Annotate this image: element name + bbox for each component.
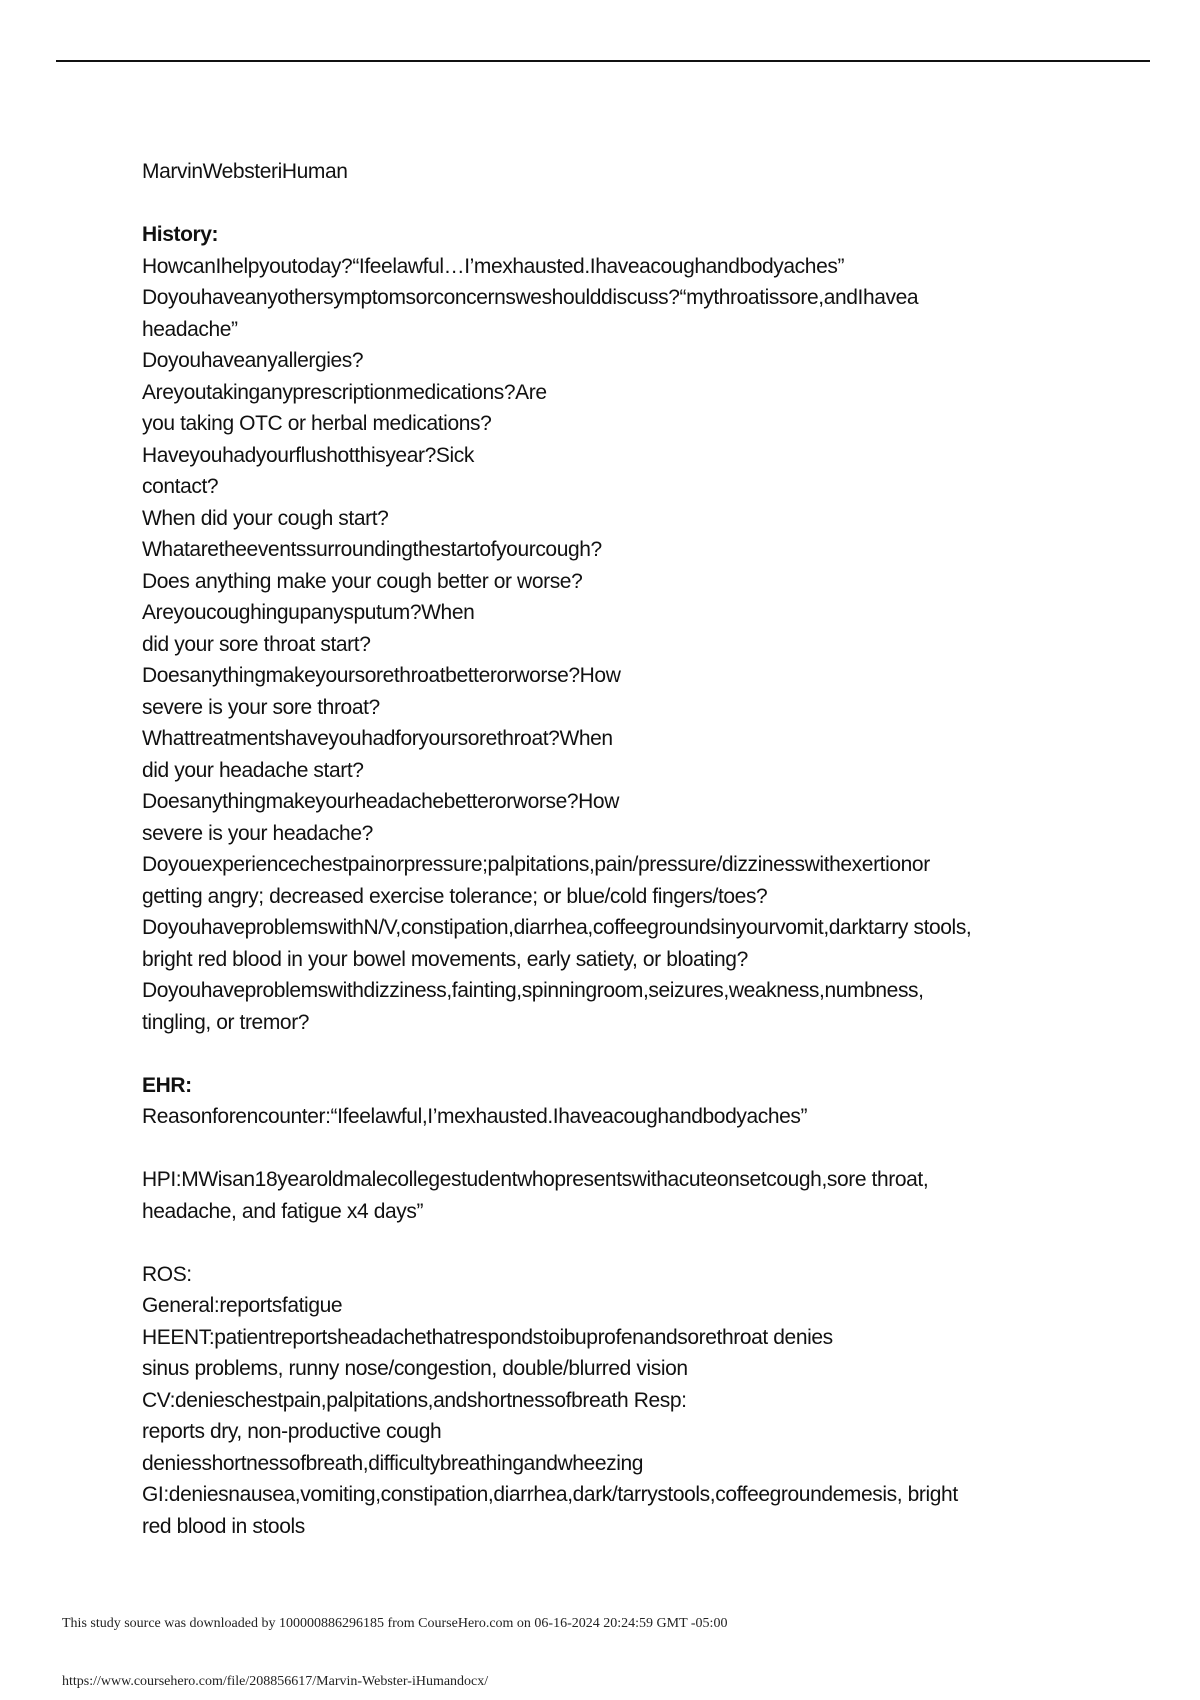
history-line: did your headache start? bbox=[142, 758, 364, 782]
history-line: Does anything make your cough better or worse? bbox=[142, 569, 583, 593]
history-line: Doyouhaveanyothersymptomsorconcernsweshoulddiscuss?“mythroatissore,andIhavea bbox=[142, 286, 919, 309]
ros-line: CV:denieschestpain,palpitations,andshortnessofbreath Resp: bbox=[142, 1388, 687, 1412]
spacer bbox=[142, 1227, 1102, 1259]
spacer bbox=[142, 1038, 1102, 1070]
document-title: MarvinWebsteriHuman bbox=[142, 160, 348, 183]
history-line: Whattreatmentshaveyouhadforyoursorethroat?When bbox=[142, 727, 613, 750]
ros-line: red blood in stools bbox=[142, 1514, 305, 1538]
download-notice: This study source was downloaded by 100000886296185 from CourseHero.com on 06-16-2024 20:24:59 GMT -05:00 bbox=[62, 1616, 728, 1631]
history-line: did your sore throat start? bbox=[142, 632, 371, 656]
history-line: severe is your headache? bbox=[142, 821, 373, 845]
history-line: getting angry; decreased exercise tolerance; or blue/cold fingers/toes? bbox=[142, 884, 768, 908]
ros-line: sinus problems, runny nose/congestion, double/blurred vision bbox=[142, 1357, 688, 1380]
history-line: Doyouexperiencechestpainorpressure;palpitations,pain/pressure/dizzinesswithexertionor bbox=[142, 853, 930, 876]
history-line: HowcanIhelpyoutoday?“Ifeelawful…I’mexhausted.Ihaveacoughandbodyaches” bbox=[142, 254, 845, 278]
ros-line: deniesshortnessofbreath,difficultybreathingandwheezing bbox=[142, 1451, 644, 1475]
history-line: Haveyouhadyourflushotthisyear?Sick bbox=[142, 443, 474, 467]
hpi-line: headache, and fatigue x4 days” bbox=[142, 1199, 424, 1223]
ros-line: General:reportsfatigue bbox=[142, 1294, 343, 1317]
history-line: headache” bbox=[142, 317, 238, 341]
reason-for-encounter: Reasonforencounter:“Ifeelawful,I’mexhausted.Ihaveacoughandbodyaches” bbox=[142, 1105, 808, 1128]
hpi-section bbox=[142, 1164, 1102, 1227]
history-line: Doyouhaveanyallergies? bbox=[142, 349, 364, 372]
spacer bbox=[142, 188, 1102, 220]
history-line: Areyoucoughingupanysputum?When bbox=[142, 601, 475, 624]
ehr-heading: EHR: bbox=[142, 1073, 192, 1097]
history-line: bright red blood in your bowel movements, early satiety, or bloating? bbox=[142, 947, 748, 971]
hpi-line: HPI:MWisan18yearoldmalecollegestudentwhopresentswithacuteonsetcough,sore throat, bbox=[142, 1168, 929, 1191]
history-line: When did your cough start? bbox=[142, 506, 389, 530]
source-url-link[interactable]: https://www.coursehero.com/file/208856617/Marvin-Webster-iHumandocx/ bbox=[62, 1674, 489, 1689]
history-line: Doesanythingmakeyourheadachebetterorworse?How bbox=[142, 790, 619, 813]
history-heading: History: bbox=[142, 223, 219, 246]
history-line: Whataretheeventssurroundingthestartofyourcough? bbox=[142, 538, 602, 561]
ros-line: reports dry, non-productive cough bbox=[142, 1420, 442, 1443]
history-lines bbox=[142, 251, 1102, 1039]
ros-section bbox=[142, 1259, 1102, 1543]
history-line: Areyoutakinganyprescriptionmedications?Are bbox=[142, 380, 547, 404]
history-line: you taking OTC or herbal medications? bbox=[142, 412, 492, 435]
history-line: tingling, or tremor? bbox=[142, 1010, 310, 1034]
history-line: contact? bbox=[142, 475, 219, 498]
history-line: DoyouhaveproblemswithN/V,constipation,diarrhea,coffeegroundsinyourvomit,darktarry stools, bbox=[142, 916, 972, 939]
ros-line: ROS: bbox=[142, 1262, 192, 1286]
spacer bbox=[142, 1133, 1102, 1165]
history-line: Doesanythingmakeyoursorethroatbetterorworse?How bbox=[142, 664, 621, 687]
history-line: severe is your sore throat? bbox=[142, 695, 380, 719]
document-body bbox=[142, 156, 1102, 1542]
top-rule bbox=[56, 60, 1150, 62]
history-line: Doyouhaveproblemswithdizziness,fainting,spinningroom,seizures,weakness,numbness, bbox=[142, 979, 924, 1002]
ros-line: GI:deniesnausea,vomiting,constipation,diarrhea,dark/tarrystools,coffeegroundemesis, bright bbox=[142, 1483, 958, 1506]
ros-line: HEENT:patientreportsheadachethatrespondstoibuprofenandsorethroat denies bbox=[142, 1325, 833, 1349]
